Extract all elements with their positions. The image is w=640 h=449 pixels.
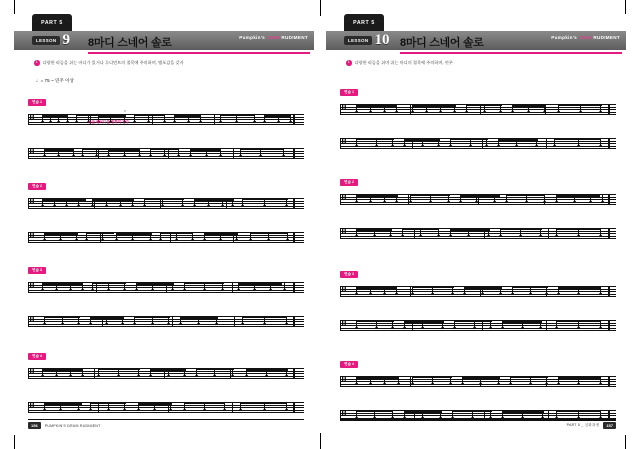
page-title-row — [88, 34, 310, 50]
lesson-number: 9 — [62, 32, 70, 48]
barline — [230, 368, 231, 379]
percussion-clef: 𝄥 — [342, 317, 346, 332]
brand-label: Pumpkin's Drum RUDIMENT — [551, 35, 620, 40]
beam — [196, 369, 234, 370]
exercise-block-2 — [28, 174, 304, 252]
stave — [28, 108, 304, 130]
title-underline — [400, 52, 622, 54]
beam — [356, 378, 398, 379]
exercise-tag: 연습 1 — [28, 99, 46, 106]
part-tab: PART 5 — [32, 14, 72, 31]
barline — [482, 320, 483, 331]
lesson-description-text: 다양한 리듬을 쉬는 마디가 있거나 루디먼트의 접목에 주의하며, 템포감을 갖자 — [42, 60, 184, 65]
beam — [450, 230, 490, 231]
barline — [28, 232, 29, 243]
left-footer — [28, 419, 304, 429]
barline — [293, 198, 295, 209]
barline — [28, 402, 29, 413]
beam — [506, 195, 544, 196]
beam — [240, 403, 286, 404]
exercise-block-1 — [340, 80, 616, 158]
beam — [412, 287, 454, 288]
beam — [204, 234, 238, 235]
beam — [44, 234, 78, 235]
beam — [44, 404, 82, 405]
beam — [220, 115, 254, 116]
exercise-tag: 연습 1 — [340, 89, 358, 96]
beam — [356, 139, 394, 140]
beam — [356, 196, 398, 197]
beam — [138, 404, 172, 405]
left-page-header — [14, 14, 314, 54]
page-title: 8마디 스네어 솔로 — [400, 37, 484, 49]
lesson-word: LESSON — [32, 36, 60, 45]
stave — [340, 188, 616, 210]
beam — [190, 150, 220, 151]
beam — [250, 233, 288, 234]
stave — [28, 310, 304, 332]
beam — [134, 115, 164, 116]
barline — [608, 320, 610, 331]
beam — [246, 370, 288, 371]
exercise-block-3 — [28, 258, 304, 336]
stave — [340, 222, 616, 244]
right-page-header — [326, 14, 626, 54]
percussion-clef: 𝄥 — [342, 101, 346, 116]
exercise-tag: 연습 4 — [340, 361, 358, 368]
bullet-icon: 1 — [35, 60, 38, 64]
beam — [450, 139, 488, 140]
beam — [144, 199, 184, 200]
exercise-block-3 — [340, 262, 616, 340]
stave — [28, 226, 304, 248]
percussion-clef: 𝄥 — [342, 373, 346, 388]
barline — [340, 194, 341, 205]
beam — [174, 116, 200, 117]
beam — [498, 140, 538, 141]
beam — [42, 370, 82, 371]
barline — [293, 316, 295, 327]
barline — [608, 138, 610, 149]
part-tab: PART 5 — [344, 14, 384, 31]
beam — [502, 412, 544, 413]
percussion-clef: 𝄥 — [342, 135, 346, 150]
beam — [92, 283, 126, 284]
stave — [28, 192, 304, 214]
pink-annotation: 싱글 패러디들 정확히 연주 — [88, 120, 130, 124]
beam — [404, 322, 444, 323]
percussion-clef: 𝄥 — [30, 365, 34, 380]
percussion-clef: 𝄥 — [342, 191, 346, 206]
barline — [340, 228, 341, 239]
barline — [293, 282, 295, 293]
barline — [96, 282, 97, 293]
barline — [546, 138, 547, 149]
exercise-block-4 — [28, 344, 304, 422]
barline — [293, 368, 295, 379]
barline — [340, 376, 341, 387]
barline — [608, 376, 610, 387]
stave — [340, 280, 616, 302]
barline — [608, 194, 610, 205]
lesson-number: 10 — [374, 32, 390, 48]
beam — [136, 284, 174, 285]
right-page — [326, 14, 626, 435]
barline — [232, 282, 233, 293]
beam — [556, 196, 600, 197]
barline — [28, 198, 29, 209]
beam — [264, 116, 290, 117]
stave — [340, 98, 616, 120]
beam — [116, 234, 152, 235]
beam — [180, 318, 218, 319]
barline — [340, 286, 341, 297]
barline — [28, 368, 29, 379]
barline — [608, 104, 610, 115]
barline — [28, 282, 29, 293]
percussion-clef: 𝄥 — [342, 283, 346, 298]
percussion-clef: 𝄥 — [342, 407, 346, 422]
barline — [232, 402, 233, 413]
barline — [293, 148, 295, 159]
stave — [28, 362, 304, 384]
barline — [410, 286, 411, 297]
beam — [558, 378, 600, 379]
beam — [98, 369, 140, 370]
crop-mark-center — [320, 0, 321, 16]
lesson-description — [346, 60, 618, 66]
barline — [293, 402, 295, 413]
stave — [28, 396, 304, 418]
barline — [94, 368, 95, 379]
percussion-clef: 𝄥 — [30, 399, 34, 414]
bullet-icon: 1 — [347, 60, 350, 64]
page-number: 156 — [28, 422, 41, 429]
beam — [512, 106, 546, 107]
barline — [408, 194, 409, 205]
page-number: 157 — [603, 422, 616, 429]
left-page — [14, 14, 314, 435]
percussion-clef: 𝄥 — [30, 279, 34, 294]
beam — [404, 412, 442, 413]
barline — [546, 320, 547, 331]
barline — [172, 316, 173, 327]
exercise-tag: 연습 3 — [28, 267, 46, 274]
beam — [242, 199, 288, 200]
barline — [28, 148, 29, 159]
barline — [214, 114, 215, 125]
percussion-clef: 𝄥 — [342, 225, 346, 240]
barline — [608, 228, 610, 239]
exercise-block-2 — [340, 170, 616, 248]
exercise-block-1 — [28, 90, 304, 168]
percussion-clef: 𝄥 — [30, 111, 34, 126]
barline — [168, 148, 169, 159]
percussion-clef: 𝄥 — [30, 313, 34, 328]
barline — [234, 316, 235, 327]
barline — [410, 104, 411, 115]
lesson-description — [34, 60, 306, 66]
stave — [28, 142, 304, 164]
beam — [42, 200, 86, 201]
beam — [44, 150, 74, 151]
lesson-badge — [32, 33, 70, 48]
crop-mark-center — [320, 433, 321, 449]
barline — [414, 228, 415, 239]
barline — [410, 376, 411, 387]
beam — [90, 318, 124, 319]
lesson-word: LESSON — [344, 36, 372, 45]
barline — [98, 148, 99, 159]
page-title-row — [400, 34, 622, 50]
brand-label: Pumpkin's Drum RUDIMENT — [239, 35, 308, 40]
beam — [554, 139, 600, 140]
exercise-tag: 연습 2 — [28, 183, 46, 190]
tempo-marking: ♩= 75 ~ 연주 이상 — [36, 78, 74, 83]
beam — [462, 378, 500, 379]
beam — [454, 321, 492, 322]
beam — [238, 284, 282, 285]
beam — [240, 149, 284, 150]
barline — [340, 320, 341, 331]
exercise-tag: 연습 3 — [340, 271, 358, 278]
beam — [86, 233, 114, 234]
barline — [480, 104, 481, 115]
beam — [558, 288, 600, 289]
stave — [340, 132, 616, 154]
beam — [92, 200, 134, 201]
beam — [510, 377, 548, 378]
lesson-description-text: 다양한 리듬을 쉬며 쉬는 마디의 접목에 주의하며, 연주 — [354, 60, 453, 65]
stave — [340, 314, 616, 336]
barline — [293, 114, 295, 125]
accent-mark: > — [124, 109, 126, 113]
barline — [98, 402, 99, 413]
lesson-badge — [344, 33, 389, 48]
barline — [160, 198, 161, 209]
exercise-tag: 연습 4 — [28, 353, 46, 360]
stave — [340, 370, 616, 392]
barline — [28, 114, 29, 125]
barline — [482, 138, 483, 149]
beam — [42, 116, 68, 117]
beam — [500, 229, 542, 230]
barline — [340, 104, 341, 115]
percussion-clef: 𝄥 — [30, 145, 34, 160]
footer-text: PUMPKIN'S DRUM RUDIMENT — [44, 423, 101, 428]
barline — [548, 228, 549, 239]
beam — [356, 321, 394, 322]
barline — [293, 232, 295, 243]
stave — [28, 276, 304, 298]
barline — [170, 232, 171, 243]
beam — [194, 200, 234, 201]
beam — [42, 284, 82, 285]
barline — [608, 286, 610, 297]
barline — [28, 316, 29, 327]
percussion-clef: 𝄥 — [30, 229, 34, 244]
footer-text: PART 5 _ 심화과정 — [566, 423, 600, 427]
page-title: 8마디 스네어 솔로 — [88, 37, 172, 49]
barline — [340, 138, 341, 149]
right-footer — [340, 419, 616, 429]
exercise-tag: 연습 2 — [340, 179, 358, 186]
barline — [100, 232, 101, 243]
beam — [98, 116, 126, 117]
title-underline — [88, 52, 310, 54]
beam — [356, 288, 396, 289]
beam — [356, 106, 396, 107]
beam — [464, 288, 502, 289]
percussion-clef: 𝄥 — [30, 195, 34, 210]
barline — [152, 114, 153, 125]
barline — [233, 148, 234, 159]
beam — [412, 106, 456, 107]
